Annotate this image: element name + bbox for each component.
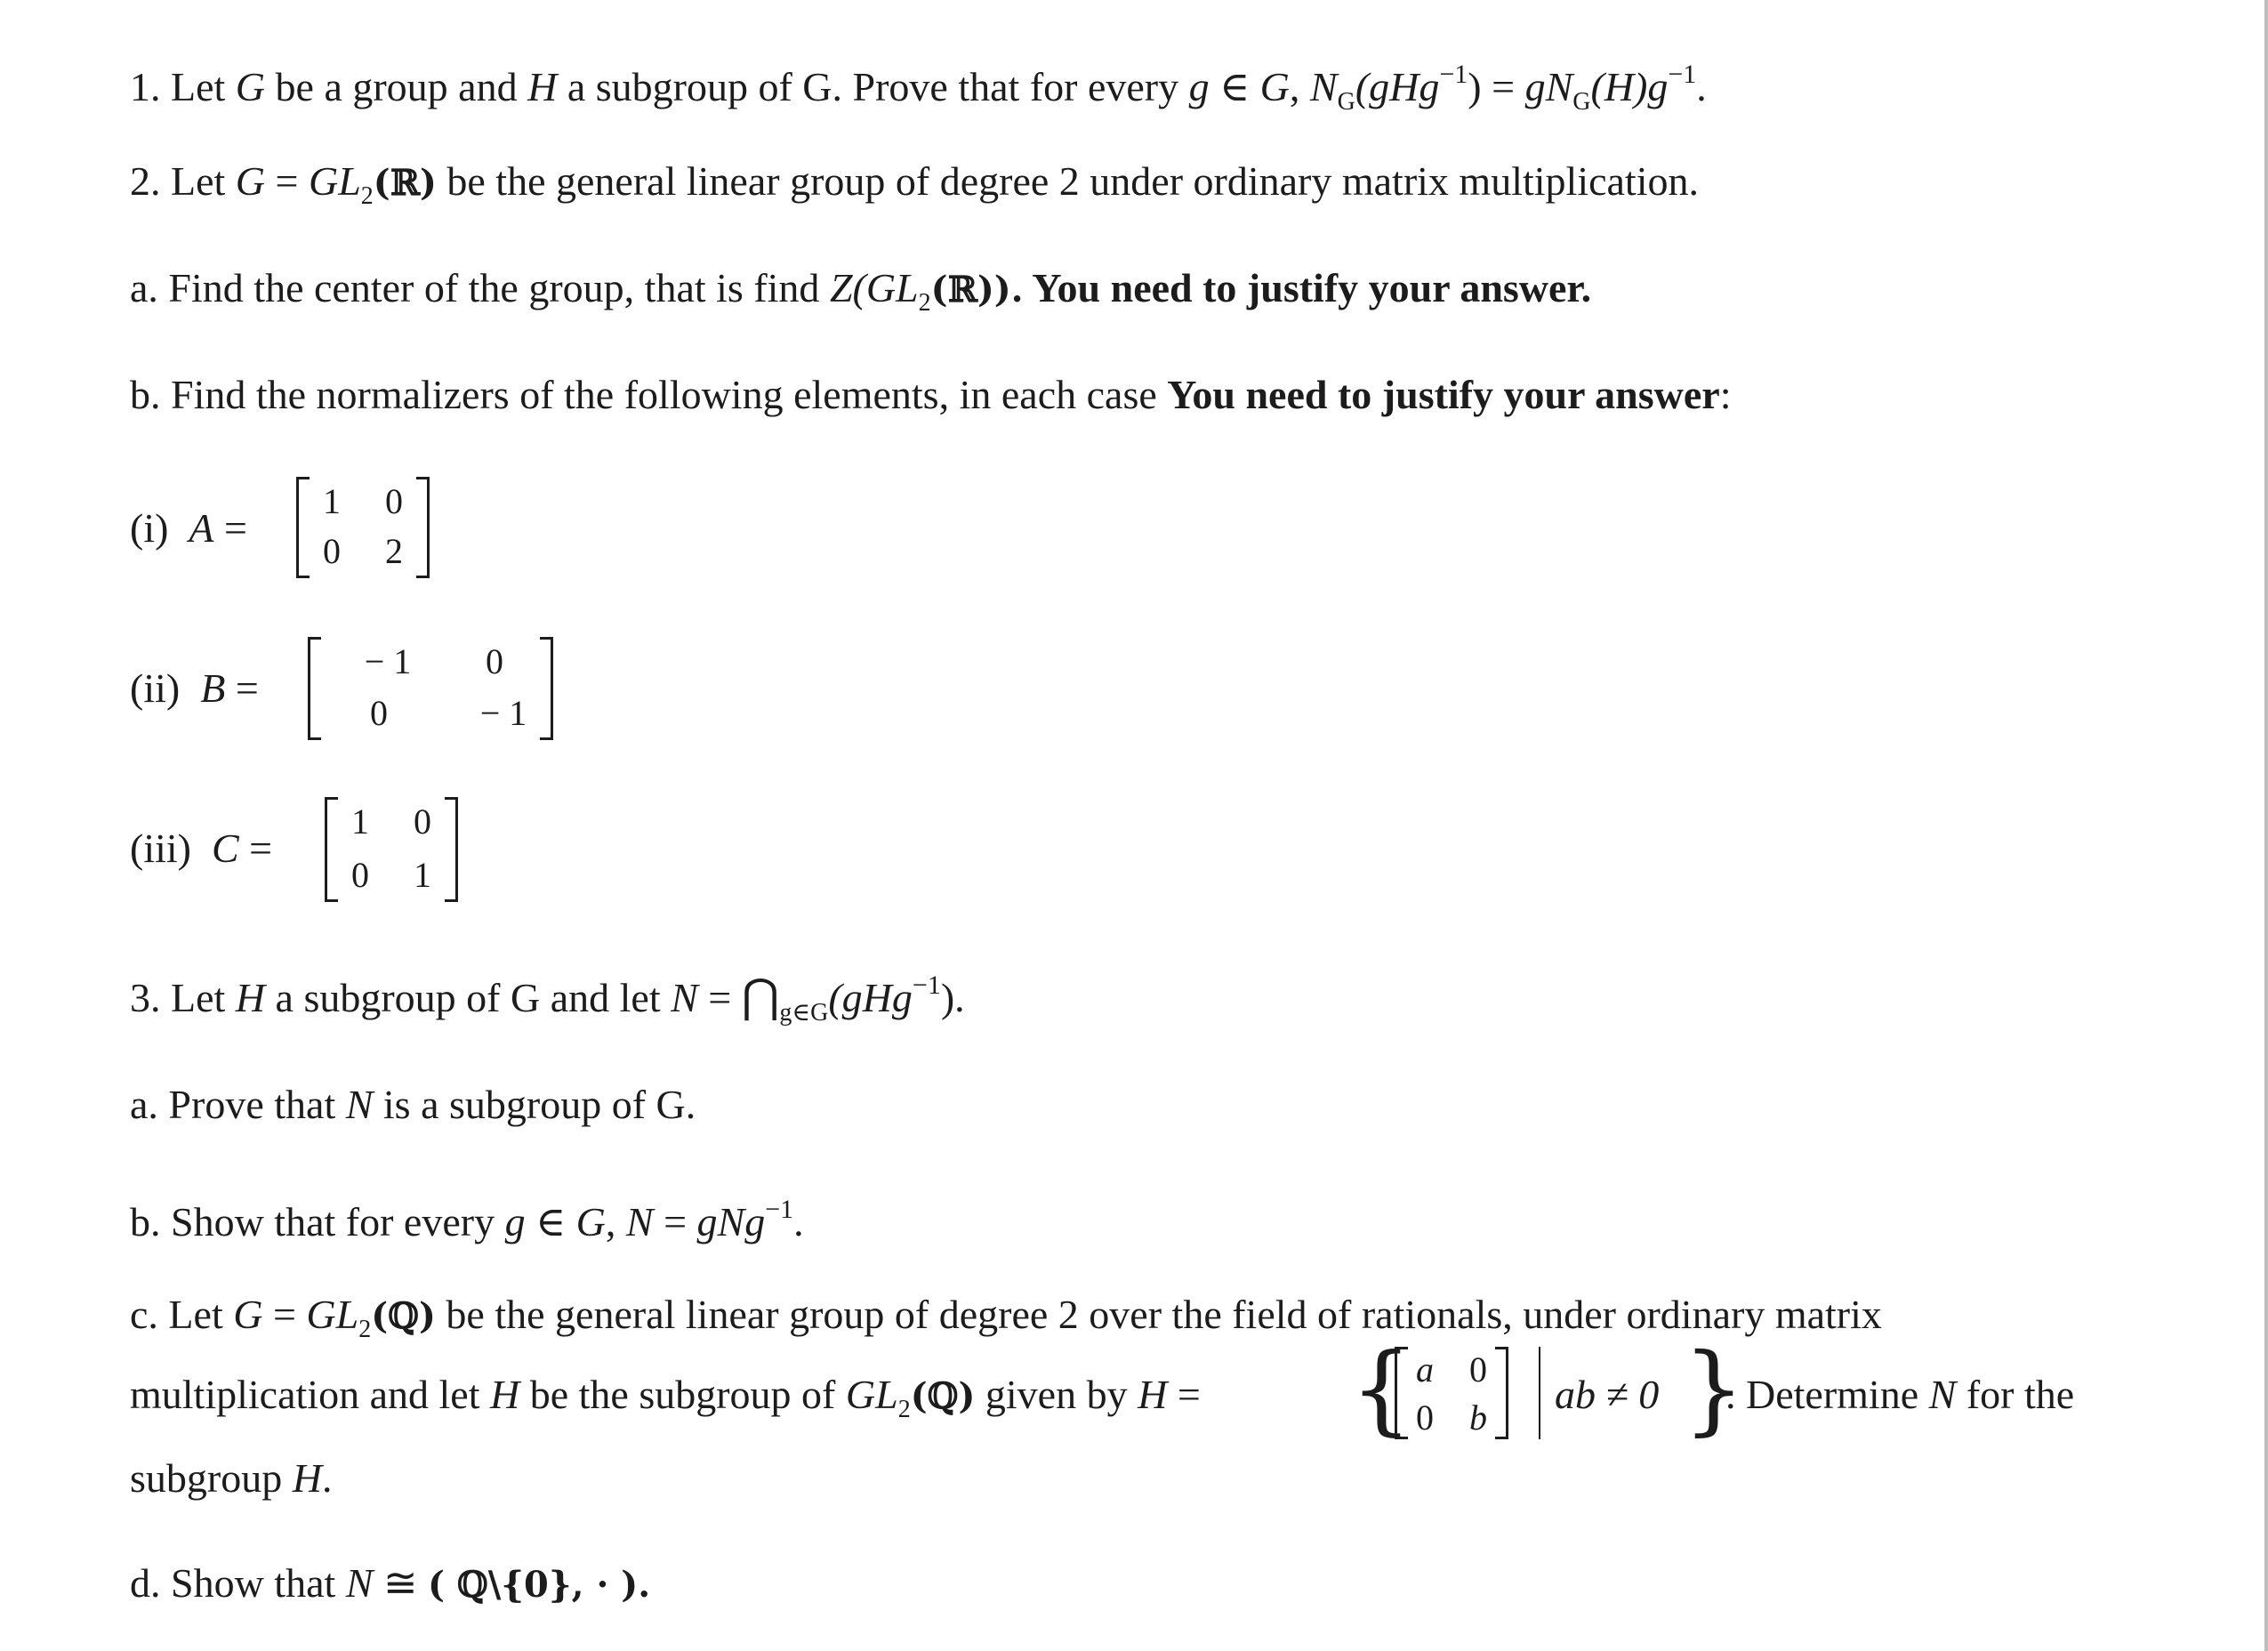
question-2: 2. Let $G = GL_2(ℝ)$ be the general linear group of degree 2 under ordinary matrix multiplication.	[130, 158, 1699, 210]
matrix-c: 1 0 0 1	[325, 797, 458, 902]
subgroup-h-matrix: a 0 0 b	[1395, 1347, 1508, 1439]
question-3c-line-2-end: . Determine N for the	[1725, 1372, 2075, 1417]
page-edge	[2264, 0, 2268, 1651]
question-3d: d. Show that N ≅ ( ℚ\{0}, · ).	[130, 1560, 651, 1606]
set-divider	[1539, 1347, 1540, 1439]
question-2a: a. Find the center of the group, that is find $Z(GL_2(ℝ))$. You need to justify your answer.	[130, 265, 1592, 317]
question-3c-line-3: subgroup H.	[130, 1455, 333, 1501]
question-3b: b. Show that for every g ∈ G, N = gNg$^{-1}$.	[130, 1195, 804, 1244]
question-3: 3. Let H a subgroup of G and let $N = ⋂_{g\in G}(gHg^{-1})$.	[130, 970, 965, 1027]
right-brace: }	[1683, 1332, 1745, 1446]
question-1: 1. Let G be a group and H a subgroup of G. Prove that for every g ∈ G, $N_G(gHg^{-1}) = gN_G(H)g^{-1}$.	[130, 60, 1707, 116]
question-3a: a. Prove that N is a subgroup of G.	[130, 1082, 696, 1127]
question-3c-line-1: c. Let $G = GL_2(ℚ)$ be the general linear group of degree 2 over the field of rationals, under ordinary matrix	[130, 1292, 1882, 1343]
matrix-c-label: (iii) C =	[130, 826, 273, 871]
matrix-a: 1 0 0 2	[296, 477, 430, 578]
matrix-b: − 1 0 0 − 1	[308, 637, 553, 740]
left-brace: {	[1350, 1332, 1412, 1446]
question-2b: b. Find the normalizers of the following elements, in each case You need to justify your answer:	[130, 372, 1732, 417]
matrix-b-label: (ii) B =	[130, 665, 259, 711]
question-3c-line-2: multiplication and let H be the subgroup of $GL_2(ℚ)$ given by H =	[130, 1372, 1201, 1423]
subgroup-condition: ab ≠ 0	[1555, 1372, 1660, 1417]
matrix-a-label: (i) A =	[130, 505, 247, 551]
